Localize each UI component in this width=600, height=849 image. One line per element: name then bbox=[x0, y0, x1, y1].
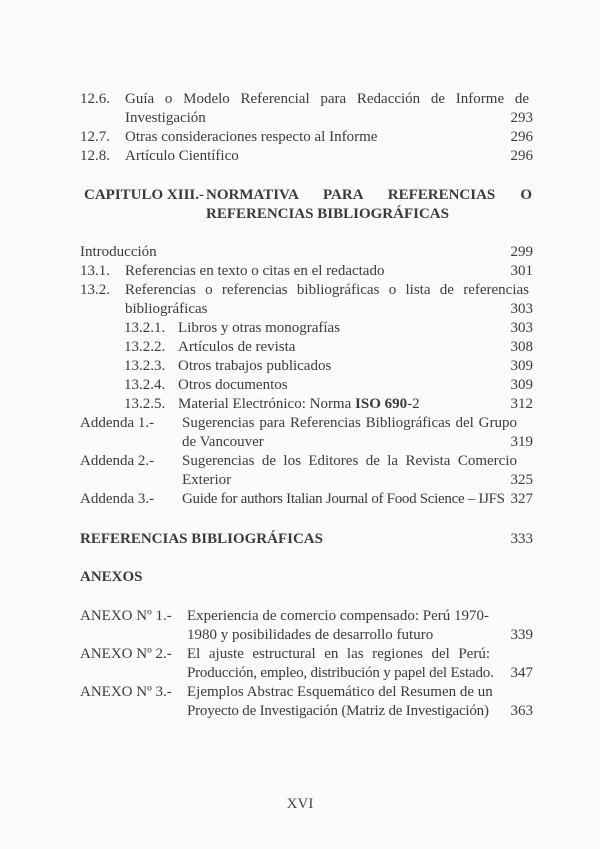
entry-title-line2: Investigación bbox=[125, 110, 206, 126]
anexo-title-line2: 1980 y posibilidades de desarrollo futuro bbox=[187, 627, 434, 643]
anexos-title: ANEXOS bbox=[80, 569, 143, 585]
entry-number: 13.1. bbox=[80, 263, 110, 279]
toc-anexo-1 bbox=[80, 607, 533, 645]
entry-number: 13.2.3. bbox=[124, 358, 166, 374]
entry-page: 301 bbox=[510, 263, 533, 279]
entry-number: 12.7. bbox=[80, 129, 110, 145]
entry-title: Otros documentos bbox=[178, 377, 288, 393]
page-number: XVI bbox=[286, 796, 314, 812]
addenda-title-line1: Sugerencias de los Editores de la Revista Comercio bbox=[182, 453, 517, 469]
entry-title: Otros trabajos publicados bbox=[178, 358, 332, 374]
addenda-page: 319 bbox=[510, 434, 533, 450]
entry-page: 299 bbox=[510, 244, 533, 260]
toc-entry-13-2-4 bbox=[80, 376, 533, 395]
toc-entry-12-8 bbox=[80, 147, 533, 166]
addenda-title-line2: de Vancouver bbox=[182, 434, 264, 450]
addenda-title: Guide for authors Italian Journal of Food Science – IJFS bbox=[182, 491, 505, 507]
toc-addenda-2 bbox=[80, 452, 533, 490]
entry-title: Otras consideraciones respecto al Informe bbox=[125, 129, 378, 145]
anexo-title-line2: Producción, empleo, distribución y papel del Estado. bbox=[187, 665, 494, 681]
entry-title-line1: Guía o Modelo Referencial para Redacción de Informe de bbox=[125, 91, 529, 107]
entry-title: Artículos de revista bbox=[178, 339, 296, 355]
chapter-title-line1: NORMATIVA PARA REFERENCIAS O bbox=[206, 187, 532, 203]
entry-page: 296 bbox=[510, 148, 533, 164]
entry-title: Artículo Científico bbox=[125, 148, 239, 164]
addenda-page: 325 bbox=[510, 472, 533, 488]
chapter-title-line2: REFERENCIAS BIBLIOGRÁFICAS bbox=[206, 206, 449, 222]
entry-number: 13.2.1. bbox=[124, 320, 166, 336]
toc-anexo-3 bbox=[80, 683, 533, 721]
toc-entry-13-1 bbox=[80, 262, 533, 281]
anexo-page: 347 bbox=[510, 665, 533, 681]
entry-page: 309 bbox=[510, 377, 533, 393]
addenda-title-line1: Sugerencias para Referencias Bibliográficas del Grupo bbox=[182, 415, 517, 431]
addenda-label: Addenda 2.- bbox=[80, 453, 155, 469]
entry-page: 312 bbox=[510, 396, 533, 412]
toc-entry-intro bbox=[80, 243, 533, 262]
entry-title-text: Material Electrónico: Norma bbox=[178, 396, 356, 412]
entry-number: 13.2.4. bbox=[124, 377, 166, 393]
entry-page: 296 bbox=[510, 129, 533, 145]
toc-entry-13-2-3 bbox=[80, 357, 533, 376]
entry-number: 13.2.5. bbox=[124, 396, 166, 412]
entry-page: 308 bbox=[510, 339, 533, 355]
references-title: REFERENCIAS BIBLIOGRÁFICAS bbox=[80, 531, 323, 547]
entry-page: 309 bbox=[510, 358, 533, 374]
entry-page: 303 bbox=[510, 320, 533, 336]
entry-number: 12.8. bbox=[80, 148, 110, 164]
toc-addenda-1 bbox=[80, 414, 533, 452]
toc-anexo-2 bbox=[80, 645, 533, 683]
entry-page: 293 bbox=[510, 110, 533, 126]
iso-norm: ISO 690 bbox=[355, 396, 408, 412]
anexo-page: 363 bbox=[510, 703, 533, 719]
anexo-page: 339 bbox=[510, 627, 533, 643]
entry-title-line2: bibliográficas bbox=[125, 301, 208, 317]
entry-title: Introducción bbox=[80, 244, 157, 260]
addenda-label: Addenda 1.- bbox=[80, 415, 155, 431]
toc-entry-12-7 bbox=[80, 128, 533, 147]
entry-number: 12.6. bbox=[80, 91, 110, 107]
entry-title: Libros y otras monografías bbox=[178, 320, 341, 336]
anexo-title-line1: Experiencia de comercio compensado: Perú 1970- bbox=[187, 608, 489, 624]
references-page: 333 bbox=[510, 531, 533, 547]
toc-entry-13-2 bbox=[80, 281, 533, 319]
addenda-title-line2: Exterior bbox=[182, 472, 232, 488]
toc-addenda-3 bbox=[80, 490, 533, 509]
toc-references bbox=[80, 530, 533, 549]
toc-entry-13-2-2 bbox=[80, 338, 533, 357]
entry-page: 303 bbox=[510, 301, 533, 317]
anexo-title-line1: Ejemplos Abstrac Esquemático del Resumen de un bbox=[187, 684, 493, 700]
entry-title-line1: Referencias o referencias bibliográficas o lista de referencias bbox=[125, 282, 529, 298]
addenda-page: 327 bbox=[510, 491, 533, 507]
iso-norm-suffix: -2 bbox=[407, 396, 420, 412]
entry-number: 13.2. bbox=[80, 282, 110, 298]
entry-title bbox=[178, 395, 420, 414]
entry-title: Referencias en texto o citas en el redactado bbox=[125, 263, 385, 279]
toc-entry-13-2-5 bbox=[80, 395, 533, 414]
toc-entry-12-6 bbox=[80, 90, 533, 128]
anexo-label: ANEXO Nº 3.- bbox=[80, 684, 172, 700]
addenda-label: Addenda 3.- bbox=[80, 491, 155, 507]
anexo-label: ANEXO Nº 2.- bbox=[80, 646, 172, 662]
toc-entry-13-2-1 bbox=[80, 319, 533, 338]
anexo-label: ANEXO Nº 1.- bbox=[80, 608, 172, 624]
chapter-label: CAPITULO XIII.- bbox=[84, 187, 205, 203]
anexo-title-line2: Proyecto de Investigación (Matriz de Investigación) bbox=[187, 703, 489, 719]
anexo-title-line1: El ajuste estructural en las regiones del Perú: bbox=[187, 646, 490, 662]
entry-number: 13.2.2. bbox=[124, 339, 166, 355]
